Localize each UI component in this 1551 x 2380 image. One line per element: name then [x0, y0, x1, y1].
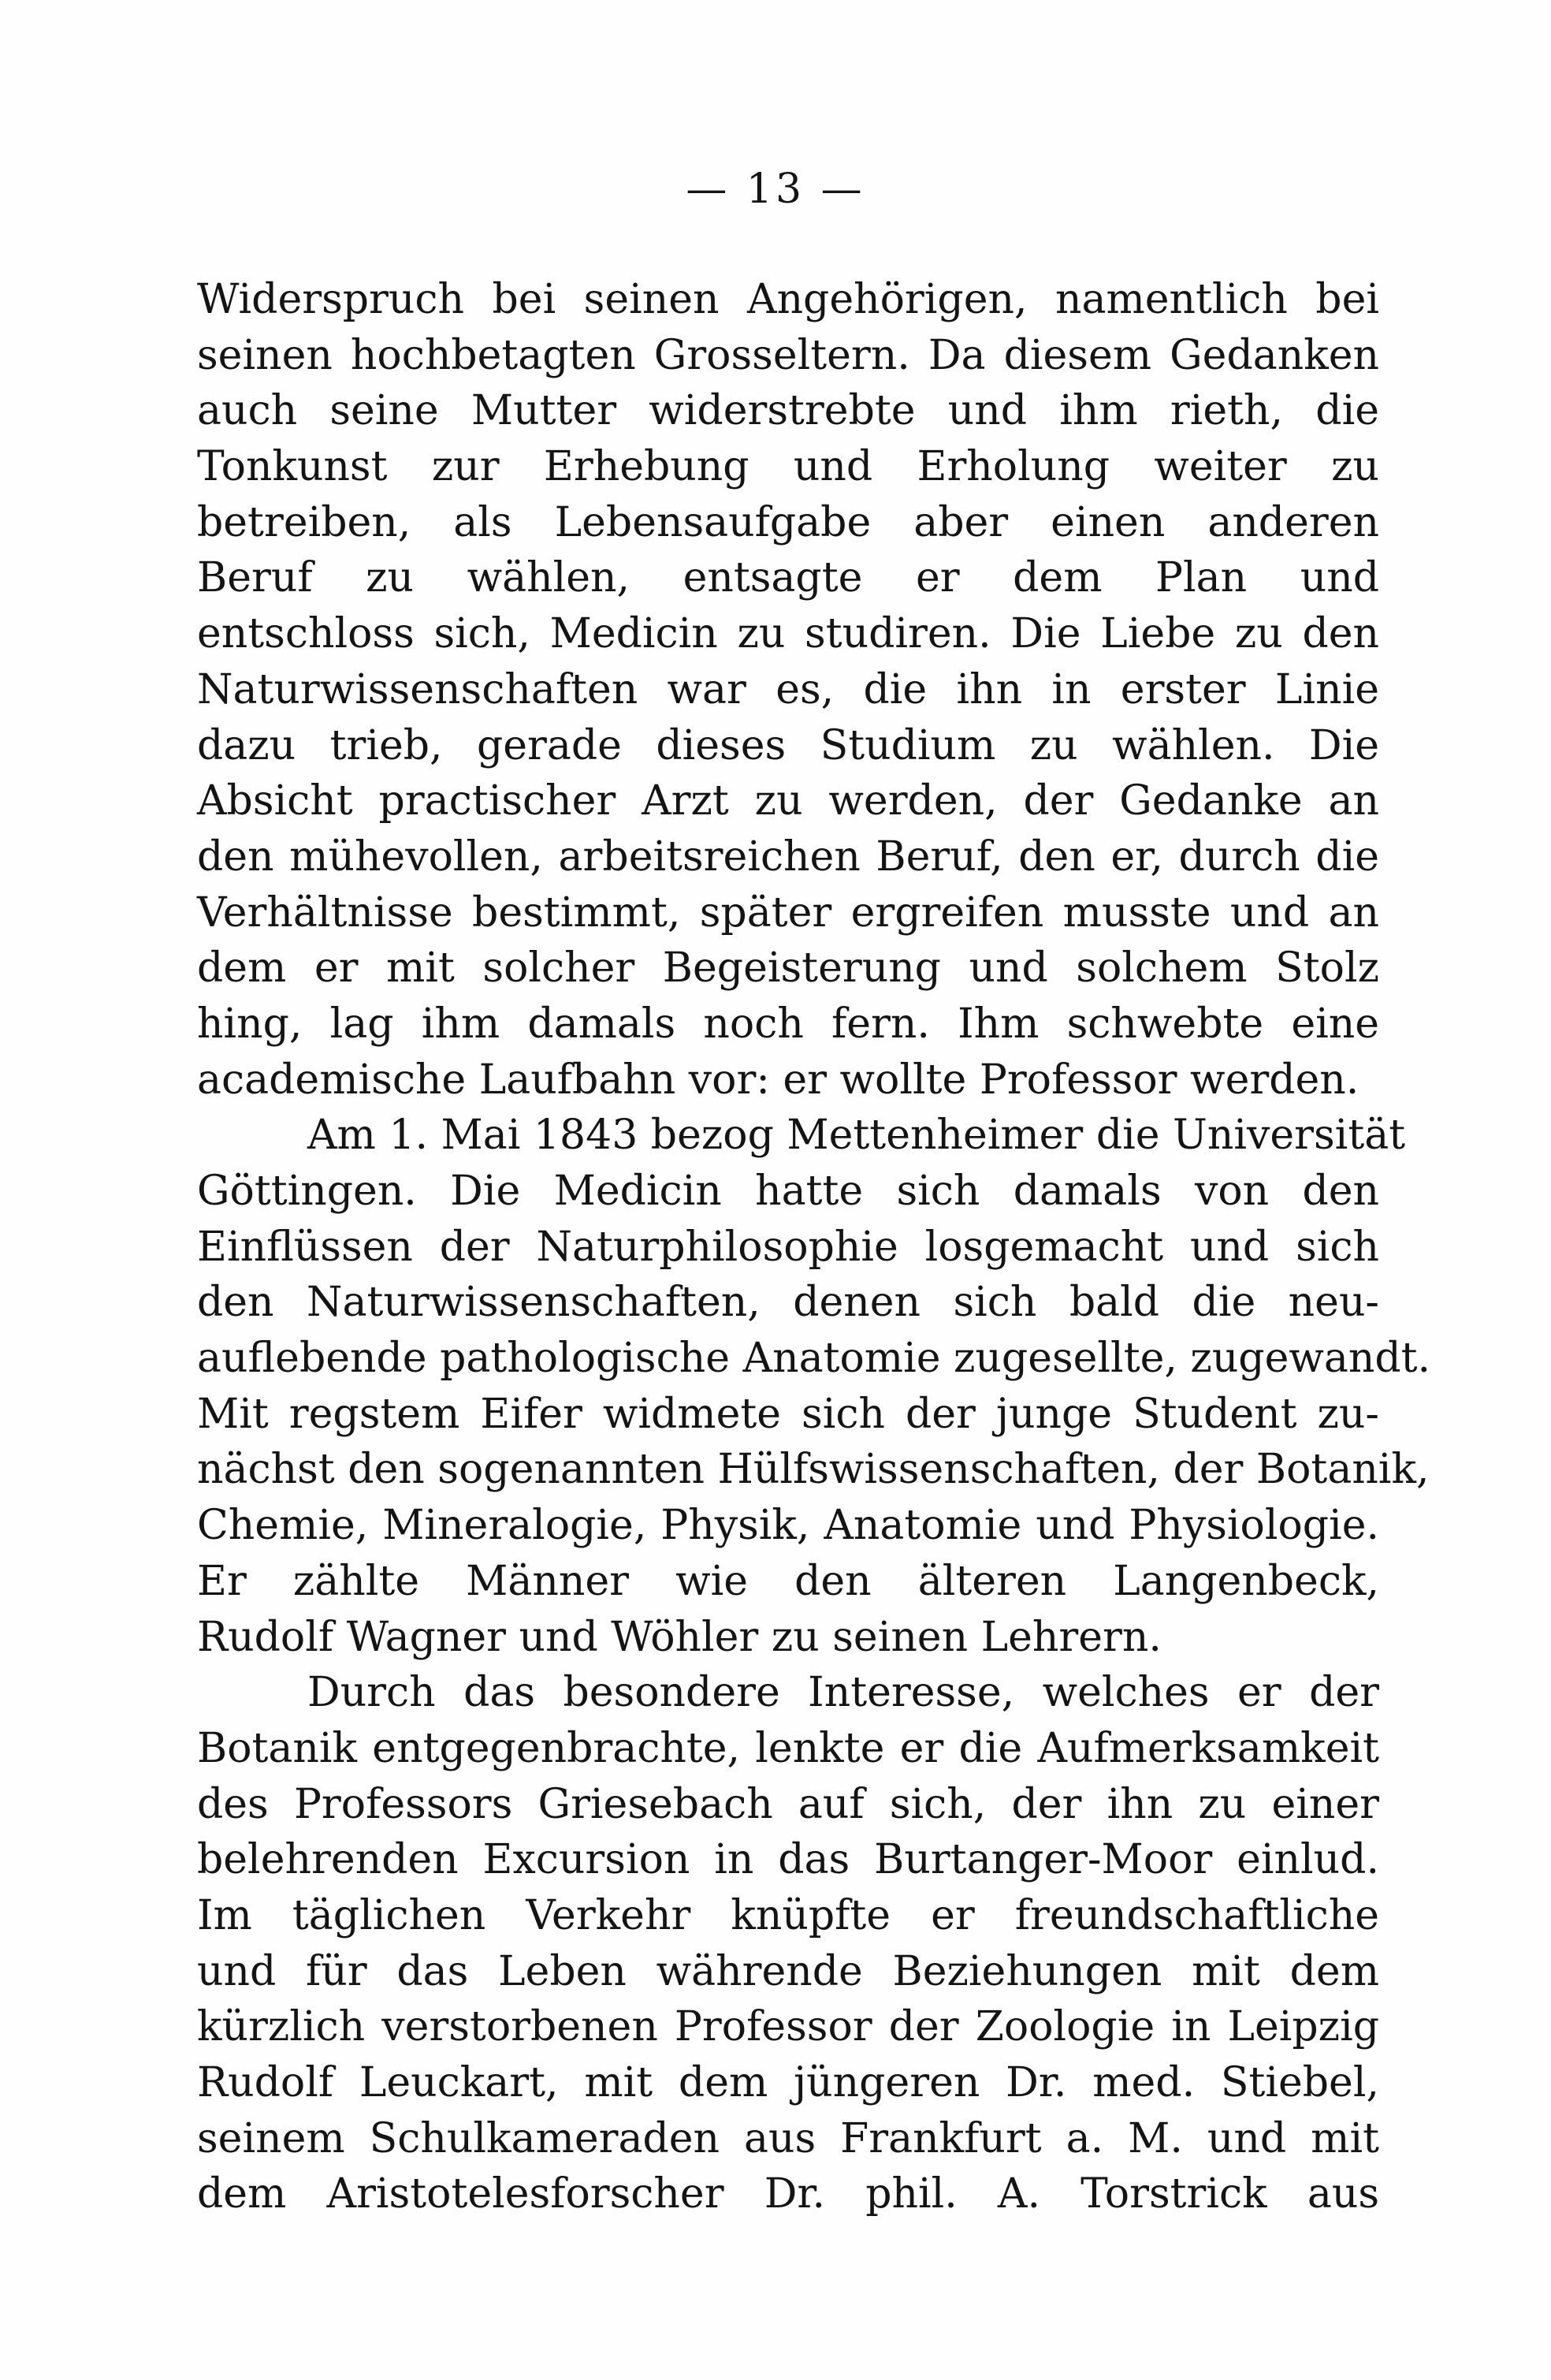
- text-line: Botanik entgegenbrachte, lenkte er die Aufmerksamkeit: [197, 1724, 1379, 1772]
- text-line: des Professors Griesebach auf sich, der ihn zu einer: [197, 1780, 1379, 1828]
- text-line: seinen hochbetagten Grosseltern. Da diesem Gedanken: [197, 331, 1379, 379]
- text-line: dem er mit solcher Begeisterung und solchem Stolz: [197, 944, 1379, 993]
- text-line: Rudolf Leuckart, mit dem jüngeren Dr. med. Stiebel,: [197, 2059, 1379, 2106]
- text-line: kürzlich verstorbenen Professor der Zoologie in Leipzig: [197, 2003, 1379, 2051]
- text-line: Mit regstem Eifer widmete sich der junge Student zu-: [197, 1390, 1379, 1438]
- text-line: Tonkunst zur Erhebung und Erholung weiter zu: [197, 443, 1379, 491]
- text-line: Göttingen. Die Medicin hatte sich damals von den: [197, 1168, 1379, 1215]
- text-line: Widerspruch bei seinen Angehörigen, namentlich bei: [197, 276, 1379, 323]
- text-line: auflebende pathologische Anatomie zugesellte, zugewandt.: [197, 1335, 1431, 1383]
- text-line: betreiben, als Lebensaufgabe aber einen anderen: [197, 498, 1379, 546]
- text-line: Absicht practischer Arzt zu werden, der Gedanke an: [197, 777, 1379, 825]
- text-line: Er zählte Männer wie den älteren Langenbeck,: [197, 1557, 1379, 1605]
- text-line: belehrenden Excursion in das Burtanger-Moor einlud.: [197, 1836, 1379, 1884]
- text-line: und für das Leben währende Beziehungen mit dem: [197, 1947, 1379, 1995]
- text-line: Rudolf Wagner und Wöhler zu seinen Lehrern.: [197, 1613, 1162, 1661]
- text-line: Chemie, Mineralogie, Physik, Anatomie und Physiologie.: [197, 1502, 1379, 1550]
- text-line: academische Laufbahn vor: er wollte Professor werden.: [197, 1056, 1359, 1104]
- text-line: den mühevollen, arbeitsreichen Beruf, den er, durch die: [197, 832, 1379, 881]
- text-line: Am 1. Mai 1843 bezog Mettenheimer die Universität: [307, 1112, 1406, 1160]
- text-line: hing, lag ihm damals noch fern. Ihm schwebte eine: [197, 1000, 1379, 1048]
- text-line: Naturwissenschaften war es, die ihn in erster Linie: [197, 665, 1379, 713]
- text-line: dazu trieb, gerade dieses Studium zu wählen. Die: [197, 721, 1379, 769]
- text-line: auch seine Mutter widerstrebte und ihm rieth, die: [197, 387, 1379, 435]
- text-line: Einflüssen der Naturphilosophie losgemacht und sich: [197, 1223, 1379, 1271]
- text-line: dem Aristotelesforscher Dr. phil. A. Torstrick aus: [197, 2170, 1379, 2218]
- page-number: — 13 —: [686, 166, 865, 213]
- text-line: entschloss sich, Medicin zu studiren. Die Liebe zu den: [197, 610, 1379, 658]
- text-line: Verhältnisse bestimmt, später ergreifen musste und an: [197, 888, 1379, 937]
- text-line: seinem Schulkameraden aus Frankfurt a. M. und mit: [197, 2114, 1379, 2162]
- text-line: nächst den sogenannten Hülfswissenschaften, der Botanik,: [197, 1446, 1430, 1494]
- text-line: den Naturwissenschaften, denen sich bald die neu-: [197, 1279, 1379, 1327]
- text-line: Beruf zu wählen, entsagte er dem Plan und: [197, 554, 1379, 602]
- body-text: [197, 272, 1431, 2222]
- text-line: Durch das besondere Interesse, welches er der: [307, 1669, 1379, 1717]
- text-line: Im täglichen Verkehr knüpfte er freundschaftliche: [197, 1891, 1379, 1939]
